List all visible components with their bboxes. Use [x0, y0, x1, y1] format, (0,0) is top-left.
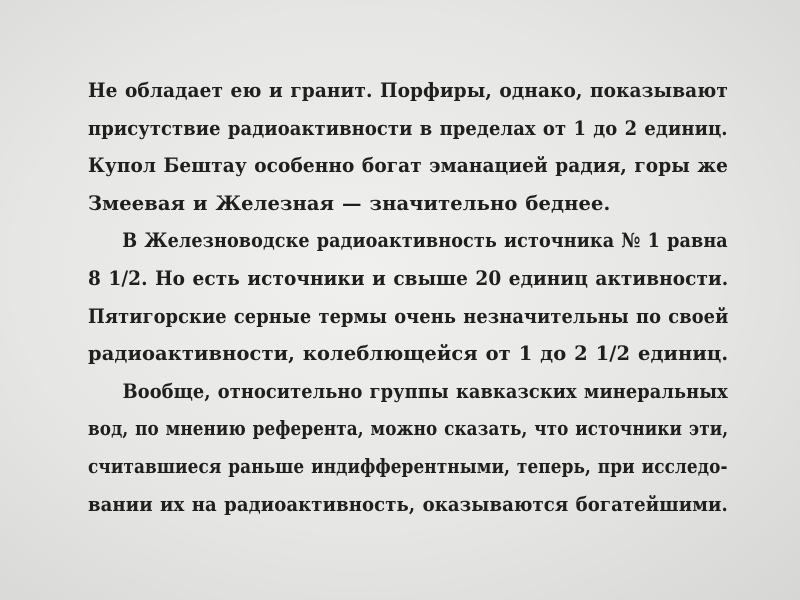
paragraph-start-line: Вообще, относительно группы кавказских минеральных [122, 379, 728, 403]
text-line: присутствие радиоактивности в пределах от 1 до 2 единиц. [88, 116, 728, 140]
body-text [88, 72, 728, 523]
text-line: Не обладает ею и гранит. Порфиры, однако, показывают [88, 79, 728, 102]
text-line: Купол Бештау особенно богат эманацией радия, горы же [88, 154, 728, 178]
text-line: радиоактивности, колеблющейся от 1 до 2 1/2 единиц. [88, 342, 729, 366]
text-line: вании их на радиоактивность, оказываются богатейшими. [88, 492, 728, 516]
text-line: вод, по мнению референта, можно сказать, что источники эти, [88, 417, 729, 441]
text-line: Пятигорские серные термы очень незначительны по своей [88, 304, 729, 328]
text-line: Змеевая и Железная — значительно беднее. [88, 191, 611, 215]
text-line: 8 1/2. Но есть источники и свыше 20 единиц активности. [88, 266, 729, 290]
paragraph-start-line: В Железноводске радиоактивность источника № 1 равна [122, 229, 728, 253]
text-line: считавшиеся раньше индифферентными, теперь, при исследо- [88, 454, 728, 478]
